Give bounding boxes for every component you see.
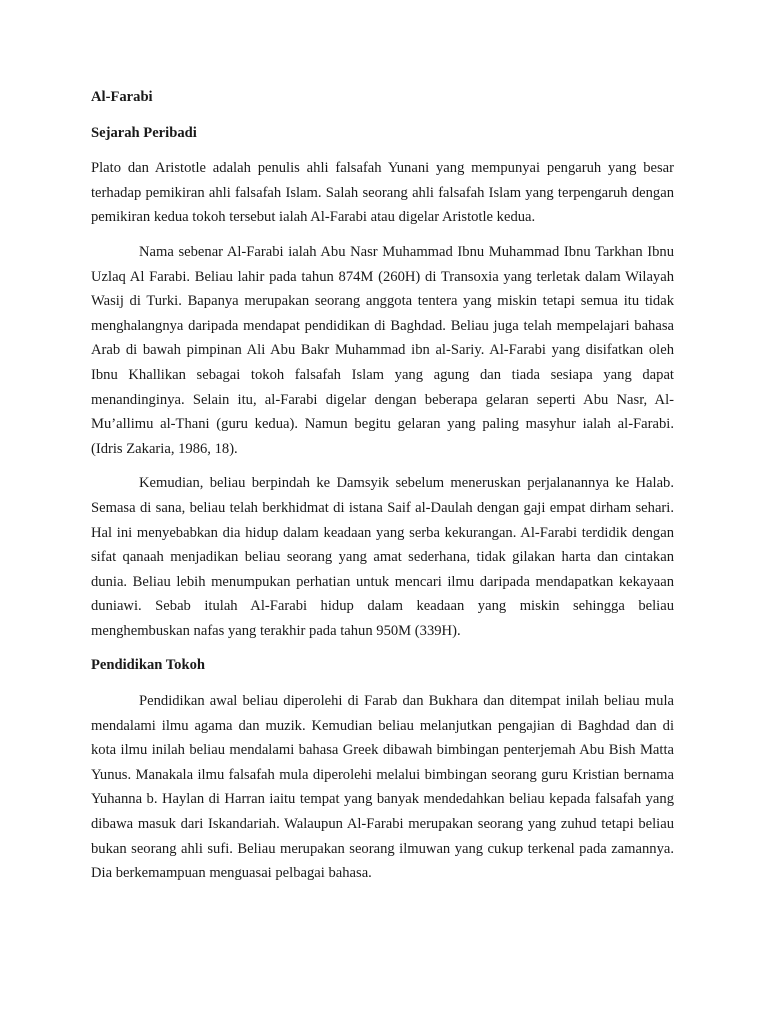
document-title: Al-Farabi xyxy=(91,89,153,105)
section-heading-pendidikan-tokoh: Pendidikan Tokoh xyxy=(91,657,205,674)
paragraph: Pendidikan awal beliau diperolehi di Farab dan Bukhara dan ditempat inilah beliau mula mendalami ilmu agama dan muzik. Kemudian beliau melanjutkan pengajian di Baghdad dan di kota ilmu inilah beliau mendalami bahasa Greek dibawah bimbingan penterjemah Abu Bish Matta Yunus. Manakala ilmu falsafah mula diperolehi melalui bimbingan seorang guru Kristian bernama Yuhanna b. Haylan di Harran iaitu tempat yang banyak mendedahkan beliau kepada falsafah yang dibawa masuk dari Iskandariah. Walaupun Al-Farabi merupakan seorang yang zuhud tetapi beliau bukan seorang ahli sufi. Beliau merupakan seorang ilmuwan yang cukup terkenal pada zamannya. Dia berkemampuan menguasai pelbagai bahasa. xyxy=(91,693,674,882)
document-page xyxy=(91,85,674,896)
paragraph: Plato dan Aristotle adalah penulis ahli falsafah Yunani yang mempunyai pengaruh yang besar terhadap pemikiran ahli falsafah Islam. Salah seorang ahli falsafah Islam yang terpengaruh dengan pemikiran kedua tokoh tersebut ialah Al-Farabi atau digelar Aristotle kedua. xyxy=(91,160,674,226)
paragraph: Kemudian, beliau berpindah ke Damsyik sebelum meneruskan perjalanannya ke Halab. Semasa di sana, beliau telah berkhidmat di istana Saif al-Daulah dengan gaji empat dirham sehari. Hal ini menyebabkan dia hidup dalam keadaan yang serba kekurangan. Al-Farabi terdidik dengan sifat qanaah menjadikan beliau seorang yang amat sederhana, tidak gilakan harta dan cintakan dunia. Beliau lebih menumpukan perhatian untuk mencari ilmu daripada mendapatkan kekayaan duniawi. Sebab itulah Al-Farabi hidup dalam keadaan yang miskin sehingga beliau menghembuskan nafas yang terakhir pada tahun 950M (339H). xyxy=(91,475,674,639)
paragraph: Nama sebenar Al-Farabi ialah Abu Nasr Muhammad Ibnu Muhammad Ibnu Tarkhan Ibnu Uzlaq Al Farabi. Beliau lahir pada tahun 874M (260H) di Transoxia yang terletak dalam Wilayah Wasij di Turki. Bapanya merupakan seorang anggota tentera yang miskin tetapi semua itu tidak menghalangnya daripada mendapat pendidikan di Baghdad. Beliau juga telah mempelajari bahasa Arab di bawah pimpinan Ali Abu Bakr Muhammad ibn al-Sariy. Al-Farabi yang disifatkan oleh Ibnu Khallikan sebagai tokoh falsafah Islam yang agung dan tiada sesiapa yang dapat menandinginya. Selain itu, al-Farabi digelar dengan beberapa gelaran seperti Abu Nasr, Al-Mu’allimu al-Thani (guru kedua). Namun begitu gelaran yang paling masyhur ialah al-Farabi. (Idris Zakaria, 1986, 18). xyxy=(91,243,674,457)
section-heading-sejarah-peribadi: Sejarah Peribadi xyxy=(91,124,197,141)
